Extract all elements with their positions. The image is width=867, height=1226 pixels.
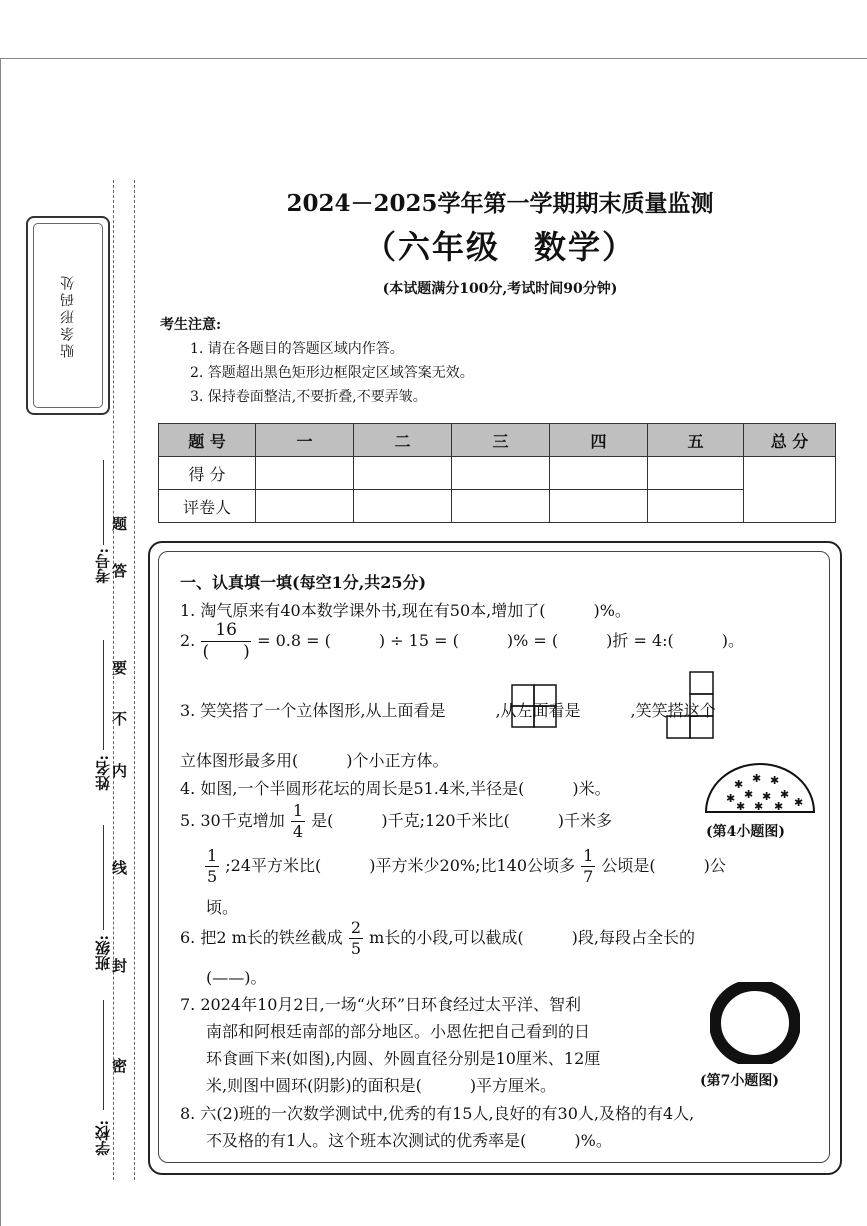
fraction-numerator: 2 [350, 918, 362, 937]
svg-text:✱: ✱ [734, 778, 744, 791]
fraction-numerator: 16 [201, 622, 251, 642]
question-3-line2[interactable]: 立体图形最多用( )个小正方体。 [180, 751, 449, 770]
fraction [201, 622, 251, 661]
grader-cell[interactable] [354, 490, 452, 523]
header-cell: 五 [648, 424, 744, 457]
fraction [581, 848, 595, 885]
question-6-line2[interactable]: (——)。 [206, 968, 267, 987]
question-text: m长的小段,可以截成( )段,每段占全长的 [369, 928, 696, 947]
question-text: 5. 30千克增加 [180, 811, 285, 830]
notice-item: 1. 请在各题目的答题区域内作答。 [190, 341, 404, 357]
name-underline[interactable] [103, 640, 104, 750]
question-4[interactable]: 4. 如图,一个半圆形花坛的周长是51.4米,半径是( )米。 [180, 779, 611, 798]
score-cell[interactable] [648, 457, 744, 490]
left-view-figure [666, 670, 716, 742]
question-7-line2: 南部和阿根廷南部的部分地区。小恩佐把自己看到的日 [206, 1022, 591, 1041]
svg-text:✱: ✱ [774, 800, 784, 813]
seal-char: 要 [112, 659, 128, 677]
score-cell[interactable] [354, 457, 452, 490]
fraction-numerator: 1 [207, 846, 218, 865]
question-1[interactable]: 1. 淘气原来有40本数学课外书,现在有50本,增加了( )%。 [180, 601, 631, 620]
seal-char: 不 [112, 710, 128, 728]
notice-heading: 考生注意: [160, 317, 222, 333]
svg-text:✱: ✱ [770, 774, 780, 787]
svg-text:✱: ✱ [752, 772, 762, 785]
svg-text:✱: ✱ [754, 800, 764, 813]
seal-char: 答 [112, 562, 128, 580]
fraction [349, 920, 363, 957]
binding-dashed-line-2 [134, 180, 135, 1180]
score-cell[interactable] [550, 457, 648, 490]
question-5-line3[interactable]: 顷。 [206, 898, 239, 917]
barcode-area [26, 216, 110, 415]
section-heading: 一、认真填一填(每空1分,共25分) [180, 573, 427, 592]
question-2[interactable] [180, 622, 744, 661]
question-text: 6. 把2 m长的铁丝截成 [180, 928, 343, 947]
header-cell: 总 分 [744, 424, 836, 457]
figure-4-caption: (第4小题图) [706, 824, 785, 840]
header-cell: 一 [256, 424, 354, 457]
header-cell: 二 [354, 424, 452, 457]
exam-title: 2024－2025学年第一学期期末质量监测 [286, 190, 714, 217]
fraction-numerator: 1 [583, 846, 594, 865]
svg-text:✱: ✱ [726, 792, 736, 805]
svg-text:✱: ✱ [794, 796, 804, 809]
question-text: ;24平方米比( )平方米少20%;比140公顷多 [225, 856, 576, 875]
question-6[interactable] [180, 920, 695, 957]
name-label: 姓名: [94, 755, 112, 791]
question-text: 公顷是( )公 [601, 856, 726, 875]
question-3[interactable] [180, 698, 716, 721]
seal-char: 题 [112, 515, 128, 533]
school-underline[interactable] [103, 1000, 104, 1110]
question-number: 2. [180, 631, 196, 650]
svg-text:✱: ✱ [744, 788, 754, 801]
fraction-denominator: 5 [350, 939, 362, 958]
seal-char: 密 [112, 1057, 128, 1075]
notice-item: 3. 保持卷面整洁,不要折叠,不要弄皱。 [190, 389, 427, 405]
question-8-line2[interactable]: 不及格的有1人。这个班本次测试的优秀率是( )%。 [206, 1131, 612, 1150]
class-underline[interactable] [103, 825, 104, 930]
question-5-line2[interactable] [204, 848, 726, 885]
fraction [291, 803, 305, 840]
grader-cell[interactable] [550, 490, 648, 523]
header-cell: 三 [452, 424, 550, 457]
header-cell: 题 号 [159, 424, 256, 457]
fraction-denominator: 5 [207, 867, 218, 886]
seal-char: 封 [112, 957, 128, 975]
fraction-denominator: ( ) [202, 642, 250, 662]
question-8-line1[interactable]: 8. 六(2)班的一次数学测试中,优秀的有15人,良好的有30人,及格的有4人, [180, 1104, 695, 1123]
question-text: 是( )千克;120千米比( )千米多 [311, 811, 612, 830]
fraction [205, 848, 219, 885]
barcode-inner [33, 223, 103, 408]
score-table-header [159, 424, 836, 457]
grader-row [159, 490, 836, 523]
svg-text:✱: ✱ [762, 790, 772, 803]
exam-subject: （六年级 数学） [363, 228, 636, 266]
row-label: 评卷人 [159, 490, 256, 523]
question-7-line3: 环食画下来(如图),内圆、外圆直径分别是10厘米、12厘 [206, 1049, 601, 1068]
total-score-cell[interactable] [744, 457, 836, 523]
question-text: ,笑笑搭这个 [630, 701, 716, 720]
score-cell[interactable] [452, 457, 550, 490]
seal-char: 内 [112, 762, 128, 780]
svg-text:✱: ✱ [736, 800, 746, 813]
fraction-numerator: 1 [292, 801, 303, 820]
exam-no-label: 考号: [94, 548, 112, 584]
seal-char: 线 [112, 859, 128, 877]
semicircle-flowerbed-figure [704, 762, 816, 816]
question-7-line4[interactable]: 米,则图中圆环(阴影)的面积是( )平方厘米。 [206, 1076, 557, 1095]
question-text: ,从左面看是 [495, 701, 581, 720]
annular-eclipse-figure [710, 982, 800, 1064]
row-label: 得 分 [159, 457, 256, 490]
grader-cell[interactable] [648, 490, 744, 523]
class-label: 班级: [94, 935, 112, 971]
page-left-border [0, 58, 1, 1226]
grader-cell[interactable] [452, 490, 550, 523]
exam-no-underline[interactable] [103, 460, 104, 545]
header-cell: 四 [550, 424, 648, 457]
notice-item: 2. 答题超出黑色矩形边框限定区域答案无效。 [190, 365, 474, 381]
score-table [158, 423, 836, 523]
barcode-label: 贴条形码处 [60, 273, 76, 358]
fraction-denominator: 7 [583, 867, 594, 886]
question-5[interactable] [180, 803, 612, 840]
question-text: 3. 笑笑搭了一个立体图形,从上面看是 [180, 701, 446, 720]
binding-dashed-line-1 [113, 180, 114, 1180]
score-cell[interactable] [256, 457, 354, 490]
question-7-line1[interactable]: 7. 2024年10月2日,一场“火环”日环食经过太平洋、智利 [180, 995, 582, 1014]
svg-text:✱: ✱ [780, 788, 790, 801]
score-row [159, 457, 836, 490]
fraction-denominator: 4 [292, 822, 303, 841]
grader-cell[interactable] [256, 490, 354, 523]
top-view-figure [511, 684, 559, 730]
school-label: 学校: [94, 1120, 112, 1156]
figure-7-caption: (第7小题图) [700, 1073, 779, 1089]
exam-subtitle: (本试题满分100分,考试时间90分钟) [382, 281, 618, 297]
page-top-border [0, 58, 867, 59]
question-text: = 0.8 = ( ) ÷ 15 = ( )% = ( )折 = 4:( )。 [257, 631, 744, 650]
